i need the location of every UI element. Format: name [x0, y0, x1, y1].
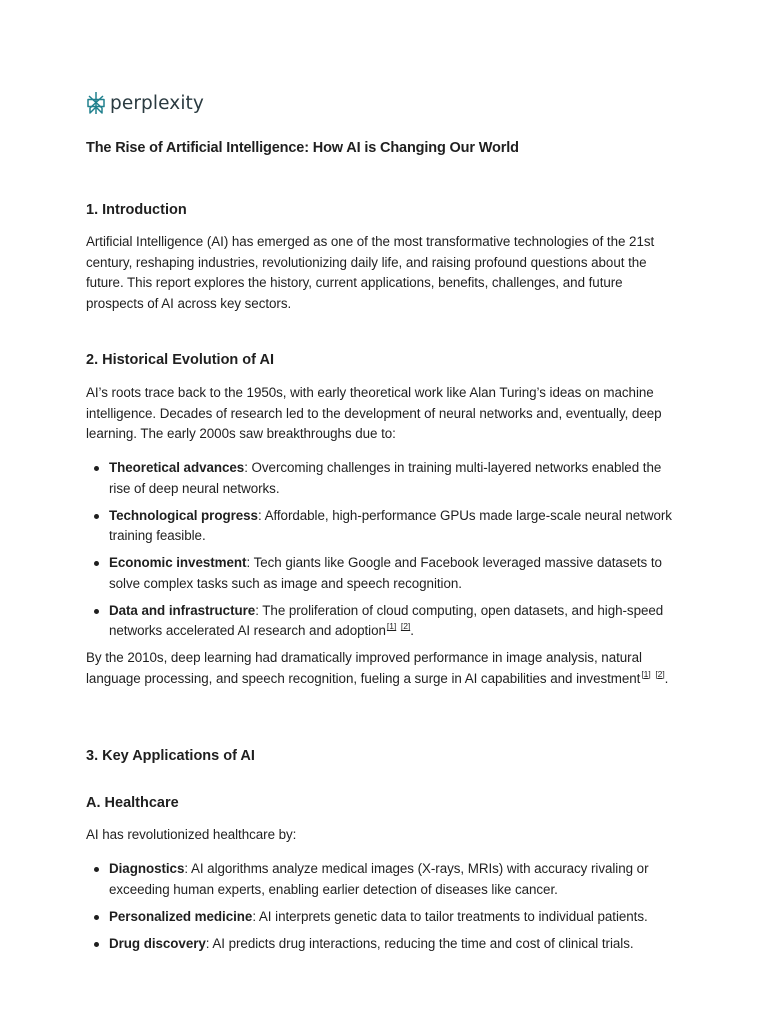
list-item-term: Data and infrastructure: [109, 602, 256, 618]
section-heading-introduction: 1. Introduction: [86, 202, 187, 218]
list-item: [86, 506, 676, 547]
list-item: [86, 553, 676, 594]
list-item-text: : AI predicts drug interactions, reducing the time and cost of clinical trials.: [205, 935, 634, 951]
list-item-term: Theoretical advances: [109, 460, 245, 475]
list-item: [86, 859, 676, 900]
list-item-term: Diagnostics: [109, 861, 185, 876]
list-item-text: : The proliferation of cloud computing, open datasets, and high-speed networks accelerated AI research and adoption: [109, 602, 664, 639]
section-heading-history: 2. Historical Evolution of AI: [86, 352, 274, 368]
history-bullet-list: [86, 458, 676, 648]
list-item-text: : Tech giants like Google and Facebook leveraged massive datasets to solve complex tasks such as image and speech recognition.: [109, 555, 662, 591]
brand-name: perplexity: [110, 92, 204, 114]
closing-end: .: [664, 670, 669, 686]
document-title: The Rise of Artificial Intelligence: How AI is Changing Our World: [86, 140, 519, 156]
list-item-text: : Overcoming challenges in training multi-layered networks enabled the rise of deep neural networks.: [109, 460, 662, 496]
list-item: [86, 934, 676, 955]
introduction-paragraph: Artificial Intelligence (AI) has emerged as one of the most transformative technologies of the 21st century, reshaping industries, revolutionizing daily life, and raising profound questions about the future. This report explores the history, current applications, benefits, challenges, and future prospects of AI across key sectors.: [86, 234, 655, 311]
history-closing-paragraph: [86, 648, 671, 689]
perplexity-logo-icon: [86, 91, 106, 115]
list-item-term: Economic investment: [109, 555, 247, 571]
list-item-term: Technological progress: [109, 507, 258, 523]
list-item-term: Drug discovery: [109, 935, 206, 951]
history-paragraph: AI’s roots trace back to the 1950s, with early theoretical work like Alan Turing’s ideas on machine intelligence. Decades of research led to the development of neural networks and, eventually, deep learning. The early 2000s saw breakthroughs due to:: [86, 385, 662, 442]
list-item: [86, 907, 676, 928]
closing-text: By the 2010s, deep learning had dramatically improved performance in image analysis, natural language processing, and speech recognition, fueling a surge in AI capabilities and investment: [86, 650, 642, 686]
brand-logo: [86, 90, 204, 116]
citation-link[interactable]: [1]: [386, 621, 397, 632]
citation-link[interactable]: [1]: [641, 668, 651, 679]
healthcare-bullet-list: [86, 859, 676, 961]
list-item-text: : AI algorithms analyze medical images (X-rays, MRIs) with accuracy rivaling or exceeding human experts, enabling earlier detection of diseases like cancer.: [109, 861, 649, 897]
subsection-heading-healthcare: A. Healthcare: [86, 795, 179, 811]
list-item-end: .: [410, 623, 414, 639]
list-item-text: : AI interprets genetic data to tailor treatments to individual patients.: [252, 908, 648, 924]
citation-link[interactable]: [2]: [655, 668, 665, 679]
section-heading-applications: 3. Key Applications of AI: [86, 748, 255, 764]
list-item-term: Personalized medicine: [109, 908, 253, 924]
list-item-text: : Affordable, high-performance GPUs made large-scale neural network training feasible.: [109, 507, 672, 544]
healthcare-intro: AI has revolutionized healthcare by:: [86, 827, 297, 842]
citation-link[interactable]: [2]: [400, 621, 411, 632]
list-item: [86, 458, 676, 499]
list-item: [86, 601, 676, 642]
